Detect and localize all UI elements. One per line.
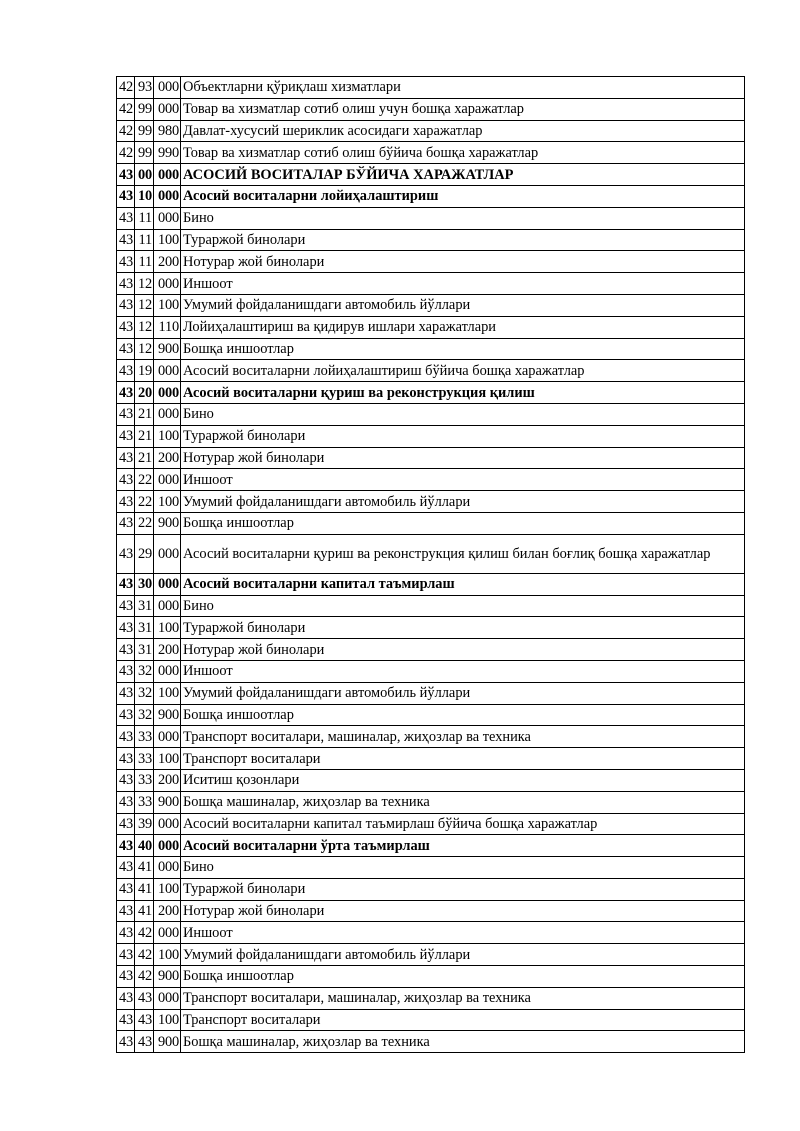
expense-name-cell: Асосий воситаларни капитал таъмирлаш бўйича бошқа харажатлар bbox=[181, 813, 745, 835]
expense-name-cell: Транспорт воситалари, машиналар, жиҳозлар ва техника bbox=[181, 726, 745, 748]
expense-name-cell: Транспорт воситалари, машиналар, жиҳозлар ва техника bbox=[181, 987, 745, 1009]
table-row bbox=[117, 403, 745, 425]
table-row bbox=[117, 425, 745, 447]
code-item-cell: 000 bbox=[154, 77, 181, 99]
code-subgroup-cell: 29 bbox=[135, 534, 154, 573]
code-group-cell: 43 bbox=[117, 573, 135, 595]
expense-name-cell: Тураржой бинолари bbox=[181, 425, 745, 447]
table-row bbox=[117, 704, 745, 726]
expense-name-cell: Умумий фойдаланишдаги автомобиль йўллари bbox=[181, 682, 745, 704]
code-item-cell: 110 bbox=[154, 316, 181, 338]
table-row bbox=[117, 617, 745, 639]
code-subgroup-cell: 33 bbox=[135, 769, 154, 791]
code-item-cell: 000 bbox=[154, 207, 181, 229]
code-item-cell: 000 bbox=[154, 595, 181, 617]
code-group-cell: 43 bbox=[117, 878, 135, 900]
code-item-cell: 100 bbox=[154, 878, 181, 900]
expense-name-cell: Транспорт воситалари bbox=[181, 748, 745, 770]
expense-name-cell: Иншоот bbox=[181, 469, 745, 491]
expense-name-cell: Товар ва хизматлар сотиб олиш бўйича бошқа харажатлар bbox=[181, 142, 745, 164]
code-subgroup-cell: 31 bbox=[135, 595, 154, 617]
expense-name-cell: Бошқа иншоотлар bbox=[181, 512, 745, 534]
code-item-cell: 900 bbox=[154, 704, 181, 726]
expense-name-cell: Иншоот bbox=[181, 660, 745, 682]
code-group-cell: 43 bbox=[117, 682, 135, 704]
table-row bbox=[117, 748, 745, 770]
code-item-cell: 100 bbox=[154, 748, 181, 770]
table-row bbox=[117, 142, 745, 164]
code-item-cell: 200 bbox=[154, 769, 181, 791]
table-row bbox=[117, 294, 745, 316]
code-item-cell: 900 bbox=[154, 966, 181, 988]
code-group-cell: 43 bbox=[117, 447, 135, 469]
code-group-cell: 43 bbox=[117, 469, 135, 491]
code-subgroup-cell: 21 bbox=[135, 403, 154, 425]
table-row bbox=[117, 534, 745, 573]
table-row bbox=[117, 682, 745, 704]
code-subgroup-cell: 30 bbox=[135, 573, 154, 595]
expense-name-cell: Бино bbox=[181, 207, 745, 229]
table-row bbox=[117, 922, 745, 944]
code-item-cell: 000 bbox=[154, 813, 181, 835]
code-item-cell: 900 bbox=[154, 1031, 181, 1053]
code-subgroup-cell: 43 bbox=[135, 1031, 154, 1053]
code-group-cell: 43 bbox=[117, 360, 135, 382]
code-group-cell: 42 bbox=[117, 77, 135, 99]
expense-name-cell: Бошқа иншоотлар bbox=[181, 338, 745, 360]
expense-name-cell: Транспорт воситалари bbox=[181, 1009, 745, 1031]
code-subgroup-cell: 12 bbox=[135, 338, 154, 360]
table-row bbox=[117, 164, 745, 186]
table-row bbox=[117, 447, 745, 469]
code-group-cell: 43 bbox=[117, 1009, 135, 1031]
code-subgroup-cell: 32 bbox=[135, 660, 154, 682]
code-subgroup-cell: 12 bbox=[135, 273, 154, 295]
code-subgroup-cell: 41 bbox=[135, 878, 154, 900]
expense-name-cell: Иншоот bbox=[181, 922, 745, 944]
code-subgroup-cell: 22 bbox=[135, 512, 154, 534]
code-subgroup-cell: 93 bbox=[135, 77, 154, 99]
expense-name-cell: Асосий воситаларни ўрта таъмирлаш bbox=[181, 835, 745, 857]
table-row bbox=[117, 1009, 745, 1031]
table-row bbox=[117, 878, 745, 900]
code-group-cell: 43 bbox=[117, 338, 135, 360]
code-subgroup-cell: 32 bbox=[135, 704, 154, 726]
table-row bbox=[117, 469, 745, 491]
code-group-cell: 43 bbox=[117, 748, 135, 770]
code-group-cell: 43 bbox=[117, 164, 135, 186]
code-subgroup-cell: 20 bbox=[135, 382, 154, 404]
table-row bbox=[117, 769, 745, 791]
expense-name-cell: Асосий воситаларни лойиҳалаштириш бўйича бошқа харажатлар bbox=[181, 360, 745, 382]
table-row bbox=[117, 987, 745, 1009]
expense-name-cell: Тураржой бинолари bbox=[181, 878, 745, 900]
code-group-cell: 43 bbox=[117, 403, 135, 425]
code-group-cell: 43 bbox=[117, 639, 135, 661]
expense-name-cell: Асосий воситаларни лойиҳалаштириш bbox=[181, 185, 745, 207]
code-item-cell: 200 bbox=[154, 639, 181, 661]
code-subgroup-cell: 99 bbox=[135, 98, 154, 120]
code-item-cell: 200 bbox=[154, 447, 181, 469]
table-row bbox=[117, 207, 745, 229]
code-item-cell: 000 bbox=[154, 98, 181, 120]
code-item-cell: 000 bbox=[154, 726, 181, 748]
code-item-cell: 000 bbox=[154, 573, 181, 595]
code-group-cell: 43 bbox=[117, 791, 135, 813]
code-group-cell: 43 bbox=[117, 185, 135, 207]
code-group-cell: 43 bbox=[117, 534, 135, 573]
code-subgroup-cell: 11 bbox=[135, 229, 154, 251]
code-group-cell: 43 bbox=[117, 987, 135, 1009]
code-group-cell: 43 bbox=[117, 1031, 135, 1053]
table-row bbox=[117, 120, 745, 142]
code-item-cell: 900 bbox=[154, 791, 181, 813]
expense-name-cell: Бино bbox=[181, 857, 745, 879]
expense-name-cell: Асосий воситаларни капитал таъмирлаш bbox=[181, 573, 745, 595]
code-group-cell: 43 bbox=[117, 944, 135, 966]
table-row bbox=[117, 573, 745, 595]
code-item-cell: 100 bbox=[154, 944, 181, 966]
code-group-cell: 43 bbox=[117, 595, 135, 617]
code-item-cell: 200 bbox=[154, 900, 181, 922]
table-row bbox=[117, 660, 745, 682]
expense-name-cell: Нотурар жой бинолари bbox=[181, 639, 745, 661]
code-item-cell: 980 bbox=[154, 120, 181, 142]
expense-name-cell: Асосий воситаларни қуриш ва реконструкция қилиш bbox=[181, 382, 745, 404]
table-row bbox=[117, 857, 745, 879]
code-subgroup-cell: 19 bbox=[135, 360, 154, 382]
table-row bbox=[117, 316, 745, 338]
code-group-cell: 43 bbox=[117, 251, 135, 273]
expense-name-cell: Тураржой бинолари bbox=[181, 229, 745, 251]
code-group-cell: 42 bbox=[117, 142, 135, 164]
code-item-cell: 000 bbox=[154, 164, 181, 186]
code-item-cell: 000 bbox=[154, 660, 181, 682]
code-subgroup-cell: 99 bbox=[135, 120, 154, 142]
code-item-cell: 100 bbox=[154, 491, 181, 513]
expense-name-cell: Бошқа машиналар, жиҳозлар ва техника bbox=[181, 1031, 745, 1053]
code-group-cell: 43 bbox=[117, 857, 135, 879]
expense-name-cell: Асосий воситаларни қуриш ва реконструкция қилиш билан боғлиқ бошқа харажатлар bbox=[181, 534, 745, 573]
code-group-cell: 42 bbox=[117, 98, 135, 120]
table-row bbox=[117, 251, 745, 273]
code-group-cell: 43 bbox=[117, 207, 135, 229]
table-row bbox=[117, 98, 745, 120]
code-subgroup-cell: 12 bbox=[135, 294, 154, 316]
code-group-cell: 43 bbox=[117, 813, 135, 835]
code-group-cell: 43 bbox=[117, 769, 135, 791]
code-item-cell: 000 bbox=[154, 922, 181, 944]
code-item-cell: 000 bbox=[154, 185, 181, 207]
table-row bbox=[117, 966, 745, 988]
code-subgroup-cell: 21 bbox=[135, 425, 154, 447]
expense-name-cell: Умумий фойдаланишдаги автомобиль йўллари bbox=[181, 294, 745, 316]
code-subgroup-cell: 43 bbox=[135, 987, 154, 1009]
code-subgroup-cell: 33 bbox=[135, 791, 154, 813]
code-item-cell: 000 bbox=[154, 835, 181, 857]
code-item-cell: 000 bbox=[154, 857, 181, 879]
code-group-cell: 43 bbox=[117, 316, 135, 338]
code-subgroup-cell: 99 bbox=[135, 142, 154, 164]
code-subgroup-cell: 31 bbox=[135, 617, 154, 639]
code-subgroup-cell: 11 bbox=[135, 251, 154, 273]
table-row bbox=[117, 813, 745, 835]
code-item-cell: 200 bbox=[154, 251, 181, 273]
code-item-cell: 100 bbox=[154, 294, 181, 316]
code-subgroup-cell: 43 bbox=[135, 1009, 154, 1031]
code-subgroup-cell: 40 bbox=[135, 835, 154, 857]
code-item-cell: 000 bbox=[154, 987, 181, 1009]
expense-name-cell: Бошқа машиналар, жиҳозлар ва техника bbox=[181, 791, 745, 813]
expense-name-cell: Нотурар жой бинолари bbox=[181, 251, 745, 273]
expense-name-cell: Умумий фойдаланишдаги автомобиль йўллари bbox=[181, 944, 745, 966]
expense-name-cell: Умумий фойдаланишдаги автомобиль йўллари bbox=[181, 491, 745, 513]
code-group-cell: 43 bbox=[117, 726, 135, 748]
table-row bbox=[117, 791, 745, 813]
expense-name-cell: Нотурар жой бинолари bbox=[181, 900, 745, 922]
code-subgroup-cell: 22 bbox=[135, 469, 154, 491]
code-group-cell: 43 bbox=[117, 425, 135, 447]
code-item-cell: 000 bbox=[154, 469, 181, 491]
code-item-cell: 000 bbox=[154, 382, 181, 404]
table-row bbox=[117, 900, 745, 922]
code-item-cell: 990 bbox=[154, 142, 181, 164]
code-group-cell: 43 bbox=[117, 294, 135, 316]
expense-name-cell: Бошқа иншоотлар bbox=[181, 966, 745, 988]
expense-name-cell: Бино bbox=[181, 595, 745, 617]
code-item-cell: 100 bbox=[154, 425, 181, 447]
expense-name-cell: Давлат-хусусий шериклик асосидаги харажатлар bbox=[181, 120, 745, 142]
code-item-cell: 100 bbox=[154, 1009, 181, 1031]
table-row bbox=[117, 360, 745, 382]
expense-name-cell: АСОСИЙ ВОСИТАЛАР БЎЙИЧА ХАРАЖАТЛАР bbox=[181, 164, 745, 186]
expense-code-table bbox=[116, 76, 745, 1053]
table-row bbox=[117, 595, 745, 617]
table-row bbox=[117, 77, 745, 99]
code-subgroup-cell: 12 bbox=[135, 316, 154, 338]
table-row bbox=[117, 944, 745, 966]
code-subgroup-cell: 42 bbox=[135, 944, 154, 966]
table-row bbox=[117, 273, 745, 295]
code-subgroup-cell: 42 bbox=[135, 922, 154, 944]
code-group-cell: 43 bbox=[117, 966, 135, 988]
table-row bbox=[117, 639, 745, 661]
code-item-cell: 000 bbox=[154, 403, 181, 425]
code-group-cell: 43 bbox=[117, 704, 135, 726]
code-item-cell: 100 bbox=[154, 617, 181, 639]
expense-name-cell: Товар ва хизматлар сотиб олиш учун бошқа харажатлар bbox=[181, 98, 745, 120]
table-row bbox=[117, 726, 745, 748]
code-subgroup-cell: 41 bbox=[135, 900, 154, 922]
code-group-cell: 43 bbox=[117, 273, 135, 295]
code-group-cell: 43 bbox=[117, 617, 135, 639]
expense-name-cell: Иншоот bbox=[181, 273, 745, 295]
code-item-cell: 900 bbox=[154, 512, 181, 534]
table-row bbox=[117, 382, 745, 404]
table-row bbox=[117, 338, 745, 360]
code-group-cell: 43 bbox=[117, 900, 135, 922]
code-subgroup-cell: 21 bbox=[135, 447, 154, 469]
code-subgroup-cell: 31 bbox=[135, 639, 154, 661]
code-item-cell: 900 bbox=[154, 338, 181, 360]
code-item-cell: 100 bbox=[154, 229, 181, 251]
code-subgroup-cell: 33 bbox=[135, 726, 154, 748]
expense-name-cell: Лойиҳалаштириш ва қидирув ишлари харажатлари bbox=[181, 316, 745, 338]
code-group-cell: 43 bbox=[117, 229, 135, 251]
expense-name-cell: Бино bbox=[181, 403, 745, 425]
document-page bbox=[116, 76, 744, 1053]
code-group-cell: 43 bbox=[117, 512, 135, 534]
code-subgroup-cell: 42 bbox=[135, 966, 154, 988]
code-group-cell: 43 bbox=[117, 660, 135, 682]
code-subgroup-cell: 32 bbox=[135, 682, 154, 704]
code-group-cell: 43 bbox=[117, 382, 135, 404]
code-subgroup-cell: 11 bbox=[135, 207, 154, 229]
table-row bbox=[117, 835, 745, 857]
expense-name-cell: Тураржой бинолари bbox=[181, 617, 745, 639]
code-item-cell: 000 bbox=[154, 360, 181, 382]
code-group-cell: 43 bbox=[117, 491, 135, 513]
table-row bbox=[117, 512, 745, 534]
code-item-cell: 100 bbox=[154, 682, 181, 704]
expense-name-cell: Иситиш қозонлари bbox=[181, 769, 745, 791]
code-subgroup-cell: 00 bbox=[135, 164, 154, 186]
code-subgroup-cell: 10 bbox=[135, 185, 154, 207]
code-item-cell: 000 bbox=[154, 534, 181, 573]
code-group-cell: 43 bbox=[117, 835, 135, 857]
table-body bbox=[117, 77, 745, 1053]
expense-name-cell: Бошқа иншоотлар bbox=[181, 704, 745, 726]
code-subgroup-cell: 39 bbox=[135, 813, 154, 835]
code-item-cell: 000 bbox=[154, 273, 181, 295]
table-row bbox=[117, 1031, 745, 1053]
code-subgroup-cell: 33 bbox=[135, 748, 154, 770]
code-group-cell: 42 bbox=[117, 120, 135, 142]
table-row bbox=[117, 491, 745, 513]
table-row bbox=[117, 229, 745, 251]
code-group-cell: 43 bbox=[117, 922, 135, 944]
expense-name-cell: Нотурар жой бинолари bbox=[181, 447, 745, 469]
table-row bbox=[117, 185, 745, 207]
code-subgroup-cell: 41 bbox=[135, 857, 154, 879]
code-subgroup-cell: 22 bbox=[135, 491, 154, 513]
expense-name-cell: Объектларни қўриқлаш хизматлари bbox=[181, 77, 745, 99]
